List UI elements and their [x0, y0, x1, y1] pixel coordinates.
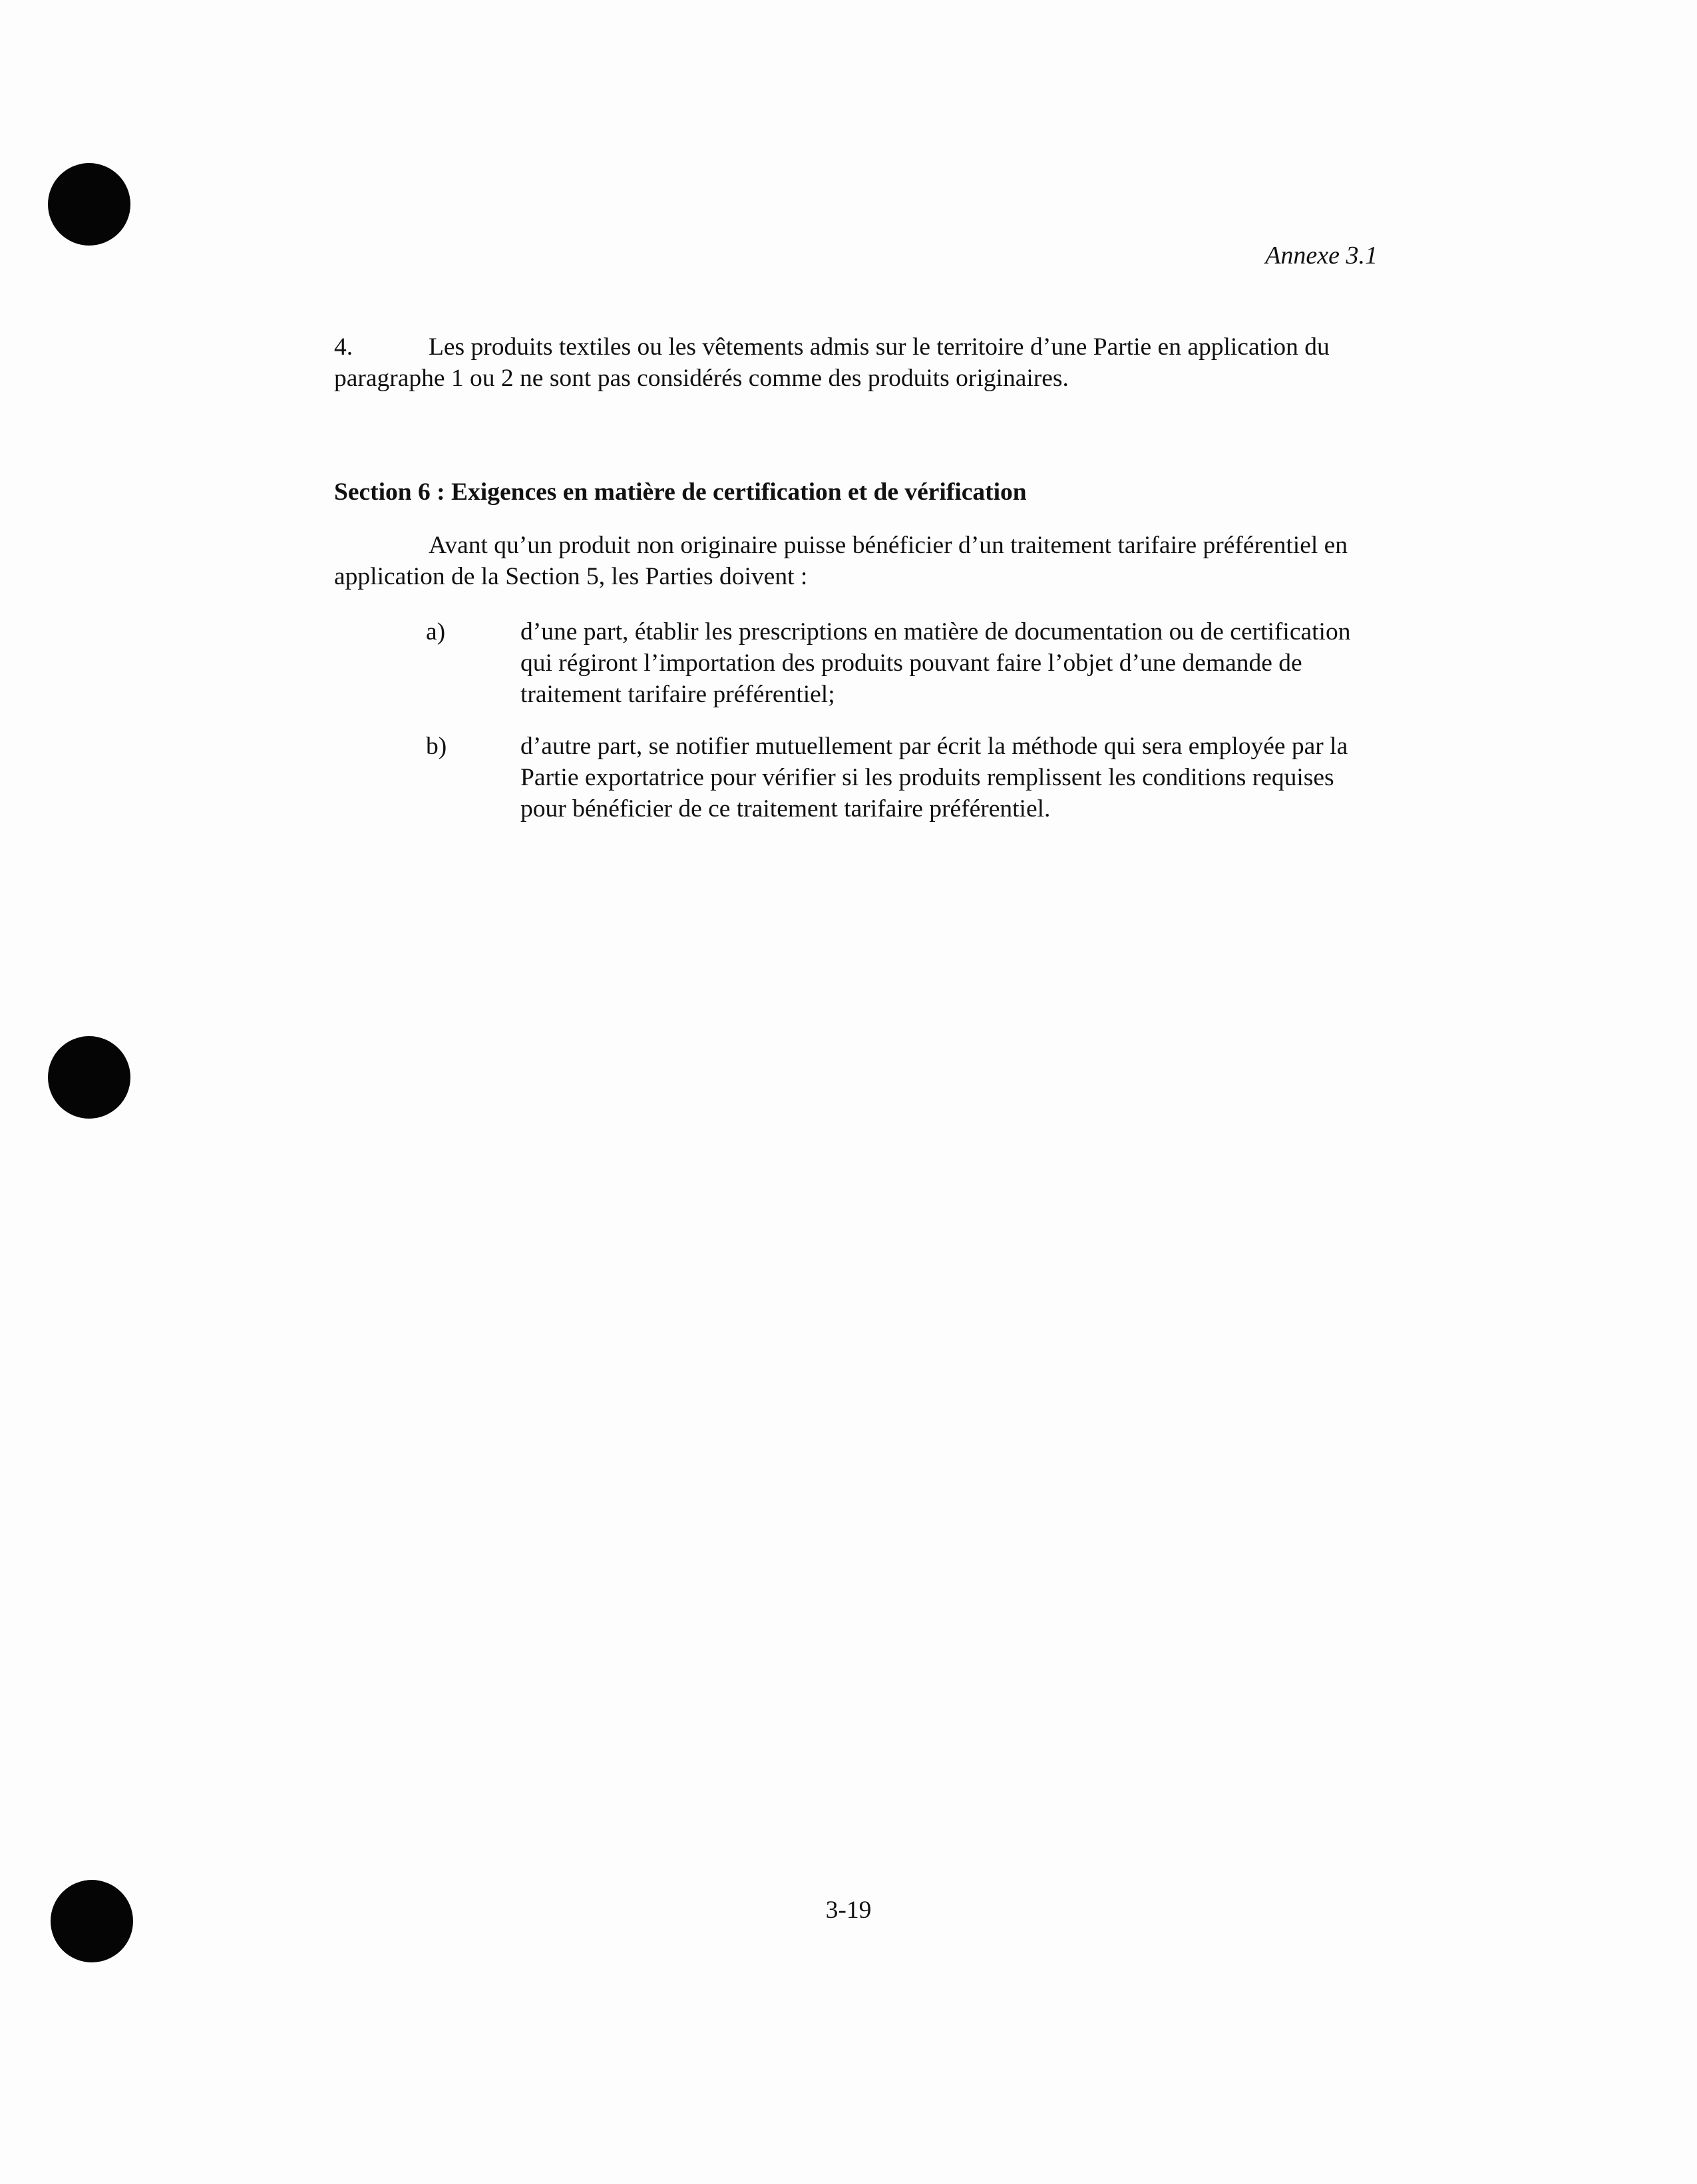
section-heading: Section 6 : Exigences en matière de certification et de vérification	[334, 478, 1027, 506]
running-head: Annexe 3.1	[1265, 242, 1378, 270]
list-text-a: d’une part, établir les prescriptions en matière de documentation ou de certification qui régiront l’importation des produits pouvant faire l’objet d’une demande de traitement tarifaire préférentiel;	[520, 618, 1351, 708]
list-item-a	[426, 616, 1384, 710]
punch-hole-middle	[48, 1036, 130, 1119]
page-number: 3-19	[825, 1897, 872, 1924]
paragraph-text: Les produits textiles ou les vêtements admis sur le territoire d’une Partie en application du paragraphe 1 ou 2 ne sont pas considérés comme des produits originaires.	[334, 333, 1330, 392]
punch-hole-top	[48, 163, 130, 246]
section-intro: Avant qu’un produit non originaire puisse bénéficier d’un traitement tarifaire préférentiel en application de la Section 5, les Parties doivent :	[334, 532, 1348, 590]
paragraph-4	[334, 331, 1379, 394]
paragraph-number: 4.	[334, 333, 353, 361]
punch-hole-bottom	[51, 1880, 133, 1962]
list-marker-a: a)	[426, 618, 446, 645]
list-marker-b: b)	[426, 733, 447, 760]
list-item-b	[426, 731, 1384, 824]
list-text-b: d’autre part, se notifier mutuellement par écrit la méthode qui sera employée par la Partie exportatrice pour vérifier si les produits remplissent les conditions requises pour bénéficier de ce traitement tarifaire préférentiel.	[520, 733, 1348, 822]
